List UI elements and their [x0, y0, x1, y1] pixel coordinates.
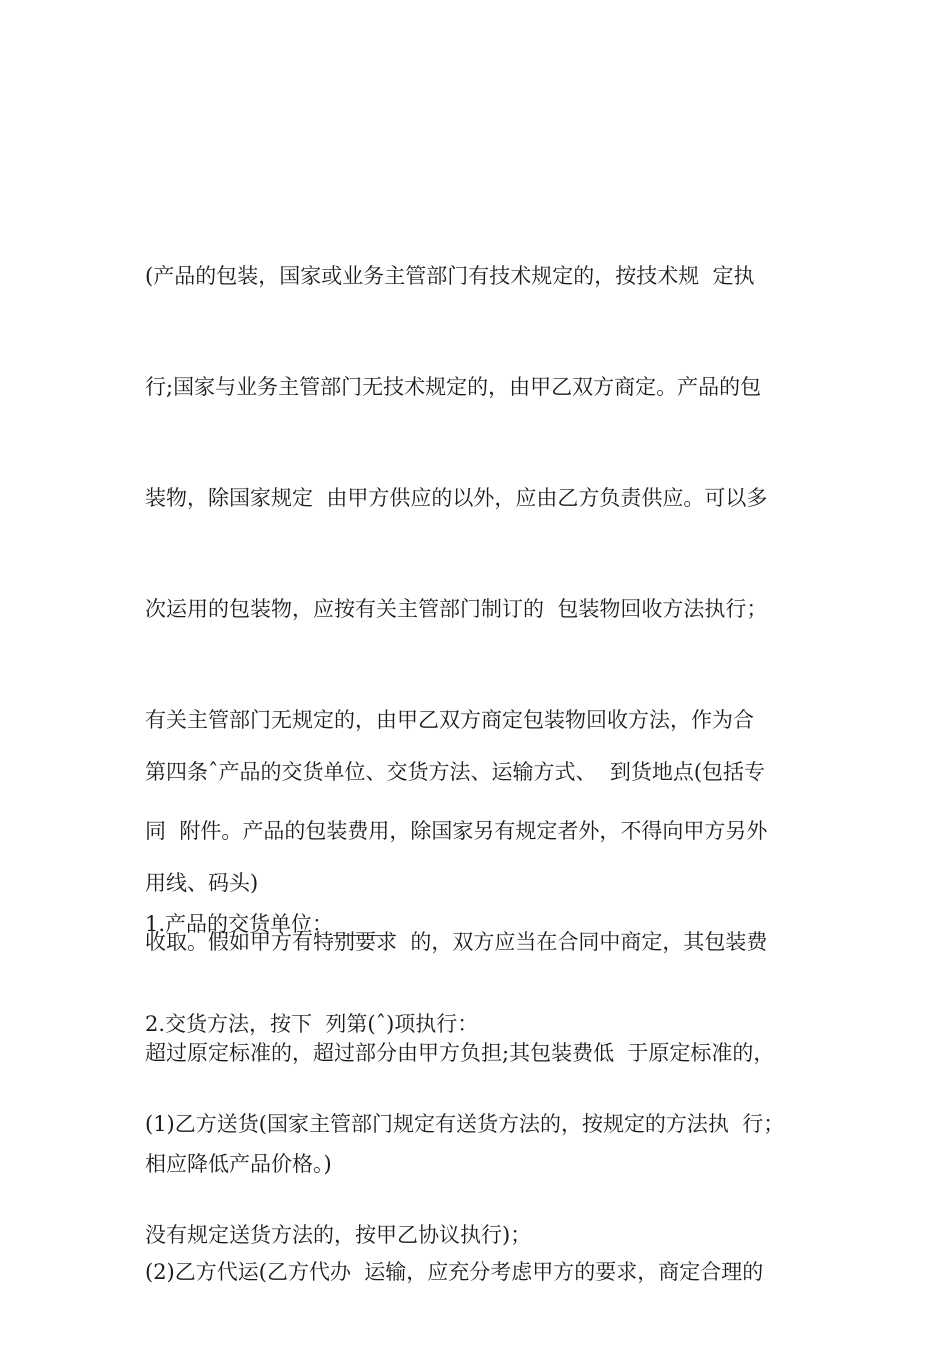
- text-line: 没有规定送货方法的，按甲乙协议执行)；: [145, 1223, 532, 1247]
- paragraph-seller-shipping: [145, 1180, 845, 1365]
- text-line: 行;国家与业务主管部门无技术规定的，由甲乙双方商定。产品的包: [145, 375, 762, 399]
- text-line: 有关主管部门无规定的，由甲乙双方商定包装物回收方法，作为合: [145, 708, 754, 732]
- text-line: (产品的包装，国家或业务主管部门有技术规定的，按技术规 定执: [145, 264, 755, 288]
- text-line: (2)乙方代运(乙方代办 运输，应充分考虑甲方的要求，商定合理的: [145, 1260, 764, 1284]
- text-line: 1.产品的交货单位：______: [145, 912, 397, 936]
- text-line: 相应降低产品价格。): [145, 1152, 332, 1176]
- text-line: 收取。假如甲方有特别要求 的，双方应当在合同中商定，其包装费: [145, 930, 768, 954]
- text-line: 超过原定标准的，超过部分由甲方负担;其包装费低 于原定标准的，: [145, 1041, 775, 1065]
- text-line: 同 附件。产品的包装费用，除国家另有规定者外，不得向甲方另外: [145, 819, 768, 843]
- text-line: 2.交货方法，按下 列第(ˆ)项执行：: [145, 1012, 479, 1036]
- text-line: (1)乙方送货(国家主管部门规定有送货方法的，按规定的方法执 行；: [145, 1112, 785, 1136]
- text-line: 第四条ˆ产品的交货单位、交货方法、运输方式、 到货地点(包括专: [145, 760, 766, 784]
- text-line: 装物，除国家规定 由甲方供应的以外，应由乙方负责供应。可以多: [145, 486, 768, 510]
- text-line: 用线、码头): [145, 871, 259, 895]
- text-line: 次运用的包装物，应按有关主管部门制订的 包装物回收方法执行；: [145, 597, 768, 621]
